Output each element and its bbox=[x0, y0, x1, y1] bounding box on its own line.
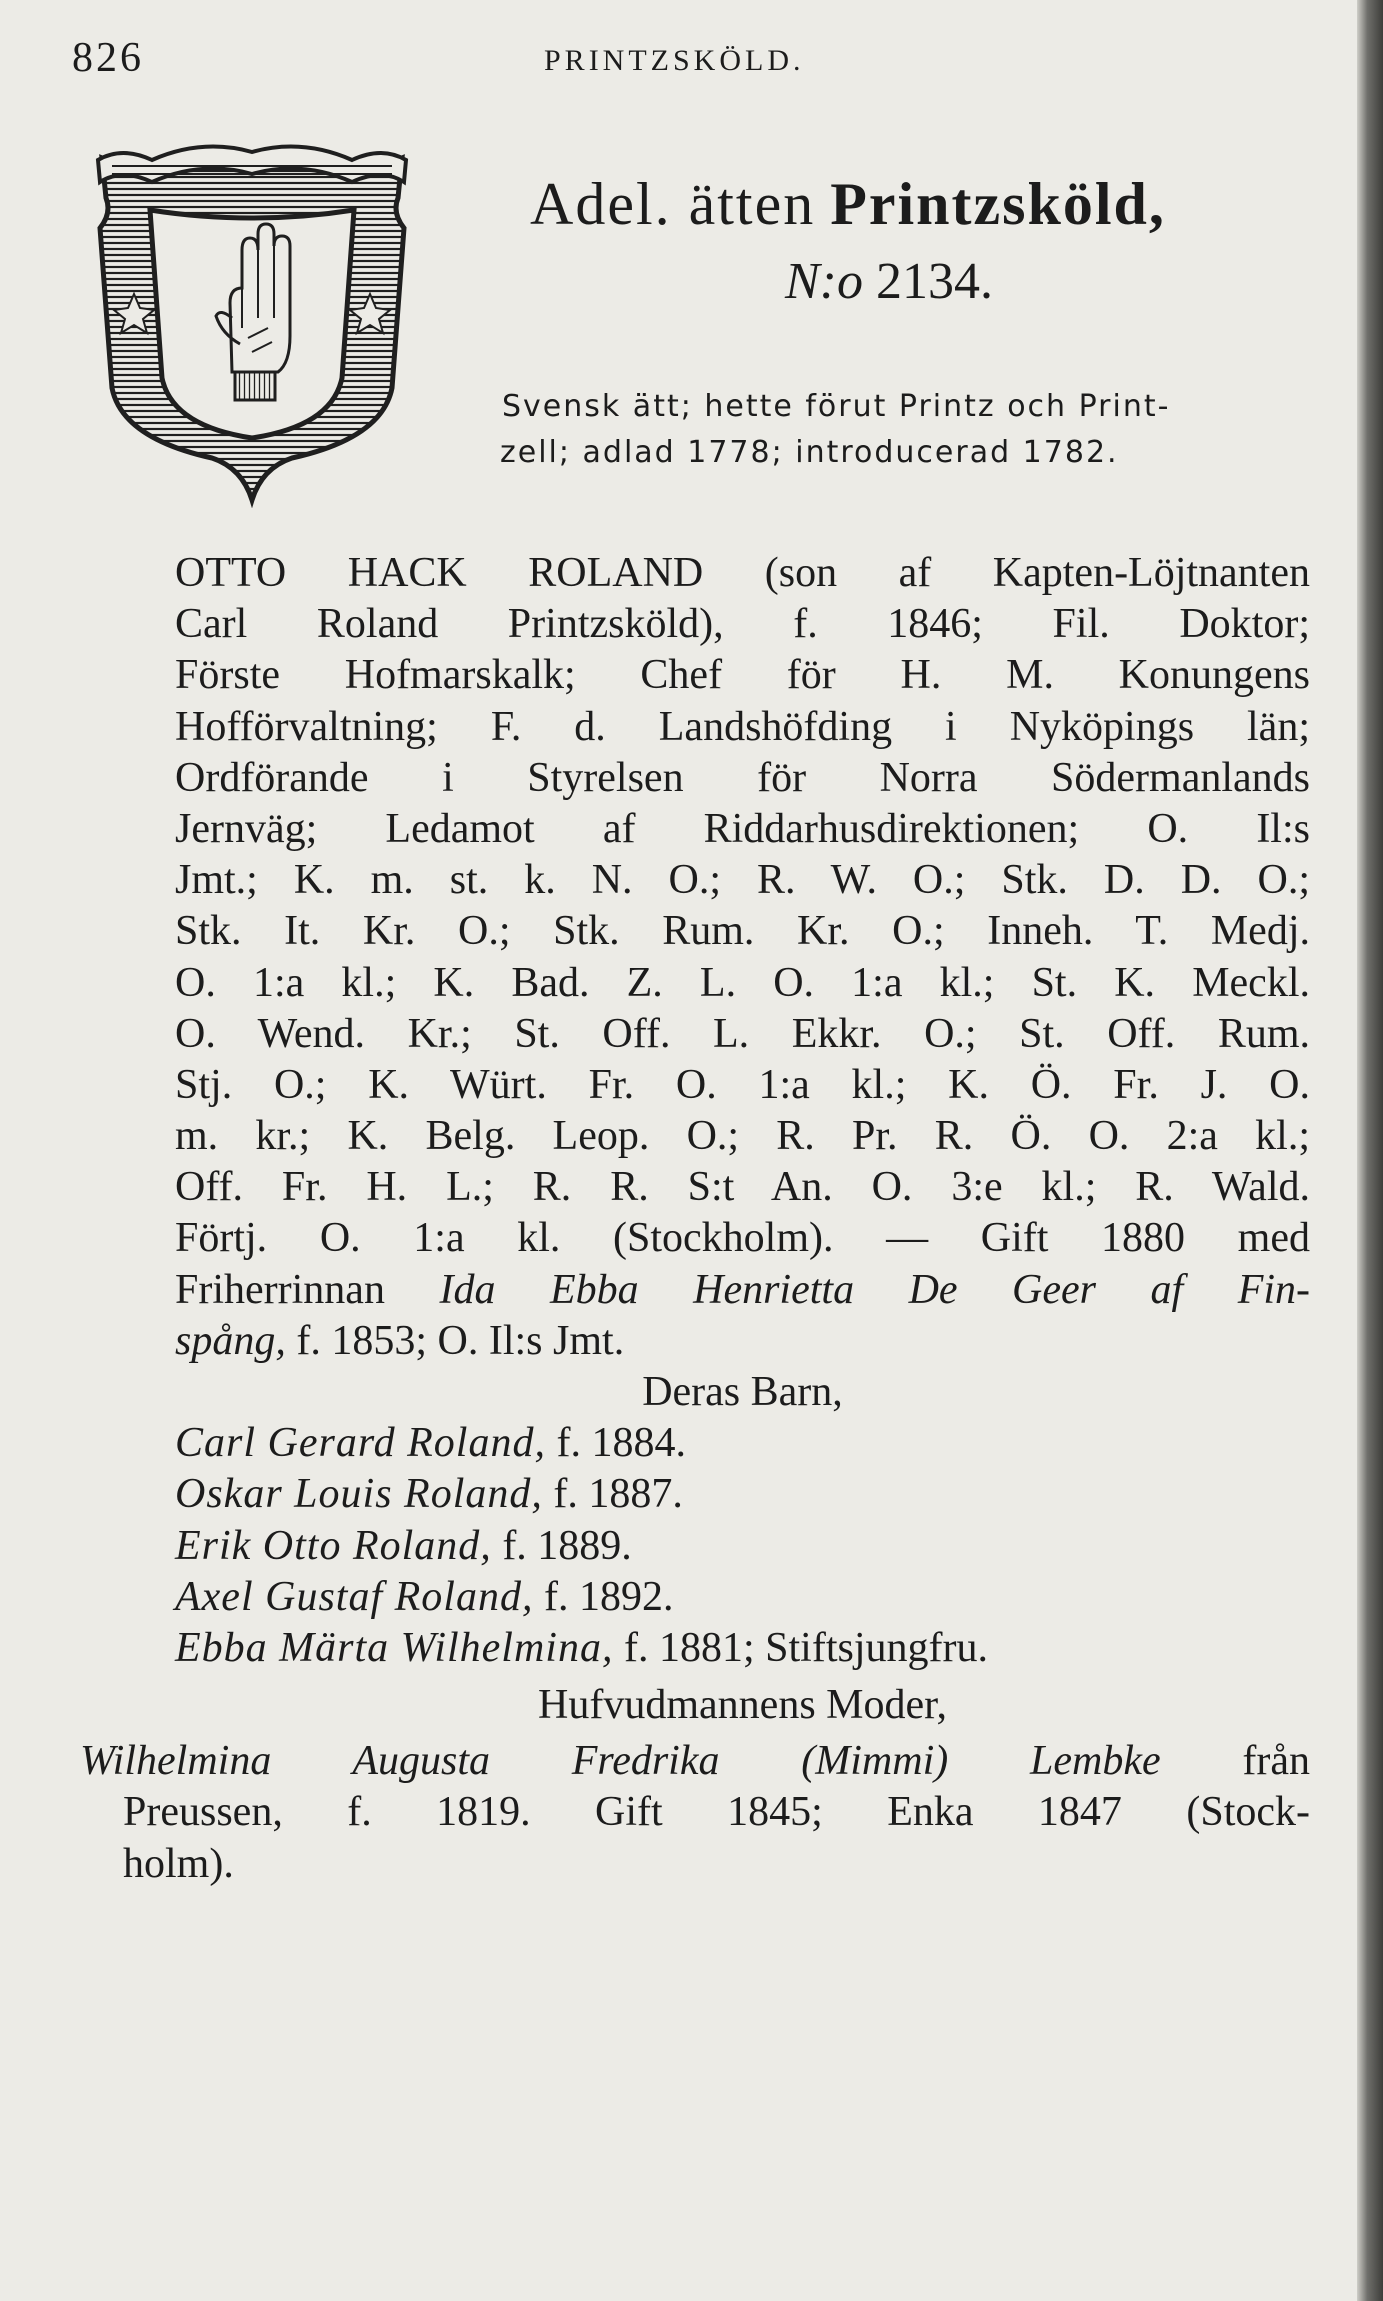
bio-line: OTTO HACK ROLAND (son af Kapten-Löjtnanten bbox=[175, 550, 1310, 596]
bio-line: Jmt.; K. m. st. k. N. O.; R. W. O.; Stk. D. D. O.; bbox=[175, 857, 1310, 904]
child-info: f. 1889. bbox=[502, 1522, 632, 1569]
family-title bbox=[530, 168, 1310, 240]
bio-line: Förste Hofmarskalk; Chef för H. M. Konungens bbox=[175, 652, 1310, 699]
child-info: f. 1887. bbox=[553, 1471, 683, 1518]
page-number: 826 bbox=[72, 35, 144, 81]
mother-line-3: holm). bbox=[123, 1840, 234, 1887]
child-entry bbox=[175, 1521, 1310, 1572]
bio-line: Hofförvaltning; F. d. Landshöfding i Nyköpings län; bbox=[175, 703, 1310, 750]
child-entry bbox=[175, 1418, 1310, 1469]
coat-of-arms-raised-hand-icon bbox=[92, 138, 412, 508]
child-name: Ebba Märta Wilhelmina, bbox=[175, 1624, 614, 1671]
bio-line: Förtj. O. 1:a kl. (Stockholm). — Gift 1880 med bbox=[175, 1215, 1310, 1262]
child-info: f. 1884. bbox=[556, 1420, 686, 1467]
bio-line: Carl Roland Printzsköld), f. 1846; Fil. Doktor; bbox=[175, 601, 1310, 648]
child-info: f. 1881; Stiftsjungfru. bbox=[623, 1624, 988, 1671]
child-name: Erik Otto Roland, bbox=[175, 1522, 492, 1569]
wife-name-cont: spång, bbox=[175, 1317, 286, 1364]
wife-info: f. 1853; O. Il:s Jmt. bbox=[296, 1317, 625, 1364]
bio-line: Ordförande i Styrelsen för Norra Södermanlands bbox=[175, 754, 1310, 801]
mother-line-1 bbox=[80, 1736, 1310, 1787]
wife-title: Friherrinnan bbox=[175, 1266, 385, 1313]
number-value: 2134. bbox=[876, 253, 993, 310]
page-edge bbox=[1357, 0, 1383, 2301]
mother-line-2: Preussen, f. 1819. Gift 1845; Enka 1847 (Stock- bbox=[123, 1789, 1310, 1836]
bio-line: O. Wend. Kr.; St. Off. L. Ekkr. O.; St. Off. Rum. bbox=[175, 1010, 1310, 1057]
child-entry bbox=[175, 1469, 1310, 1520]
wife-line-2 bbox=[175, 1316, 1310, 1367]
child-entry bbox=[175, 1623, 1310, 1674]
wife-line-1 bbox=[175, 1265, 1310, 1316]
title-prefix: Adel. ätten bbox=[530, 171, 816, 237]
running-head: PRINTZSKÖLD. bbox=[544, 44, 805, 77]
wife-name: Ida Ebba Henrietta De Geer af Fin- bbox=[439, 1266, 1311, 1313]
mother-heading: Hufvudmannens Moder, bbox=[538, 1682, 947, 1729]
child-entry bbox=[175, 1572, 1310, 1623]
bio-line: Off. Fr. H. L.; R. R. S:t An. O. 3:e kl.; R. Wald. bbox=[175, 1164, 1310, 1211]
bio-line: O. 1:a kl.; K. Bad. Z. L. O. 1:a kl.; St. K. Meckl. bbox=[175, 959, 1310, 1006]
bio-line: Stk. It. Kr. O.; Stk. Rum. Kr. O.; Inneh. T. Medj. bbox=[175, 908, 1310, 955]
bio-line: m. kr.; K. Belg. Leop. O.; R. Pr. R. Ö. O. 2:a kl.; bbox=[175, 1113, 1310, 1160]
child-name: Axel Gustaf Roland, bbox=[175, 1573, 534, 1620]
child-name: Carl Gerard Roland, bbox=[175, 1420, 546, 1467]
title-block bbox=[500, 168, 1310, 470]
children-heading: Deras Barn, bbox=[642, 1369, 843, 1415]
origin-line-2: zell; adlad 1778; introducerad 1782. bbox=[500, 435, 1119, 470]
mother-name: Wilhelmina Augusta Fredrika (Mimmi) Lembke bbox=[80, 1738, 1161, 1785]
page-header bbox=[72, 34, 1272, 84]
family-name: Printzsköld, bbox=[830, 171, 1166, 237]
bio-line: Stj. O.; K. Würt. Fr. O. 1:a kl.; K. Ö. Fr. J. O. bbox=[175, 1061, 1310, 1108]
origin-line-1: Svensk ätt; hette förut Printz och Print- bbox=[502, 389, 1171, 424]
bio-line: Jernväg; Ledamot af Riddarhusdirektionen; O. Il:s bbox=[175, 805, 1310, 852]
child-info: f. 1892. bbox=[543, 1573, 674, 1620]
biography-text bbox=[80, 548, 1311, 1890]
family-number bbox=[785, 252, 993, 311]
family-origin bbox=[500, 384, 1340, 476]
child-name: Oskar Louis Roland, bbox=[175, 1471, 543, 1518]
number-label: N:o bbox=[785, 253, 863, 310]
mother-from: från bbox=[1242, 1738, 1310, 1785]
